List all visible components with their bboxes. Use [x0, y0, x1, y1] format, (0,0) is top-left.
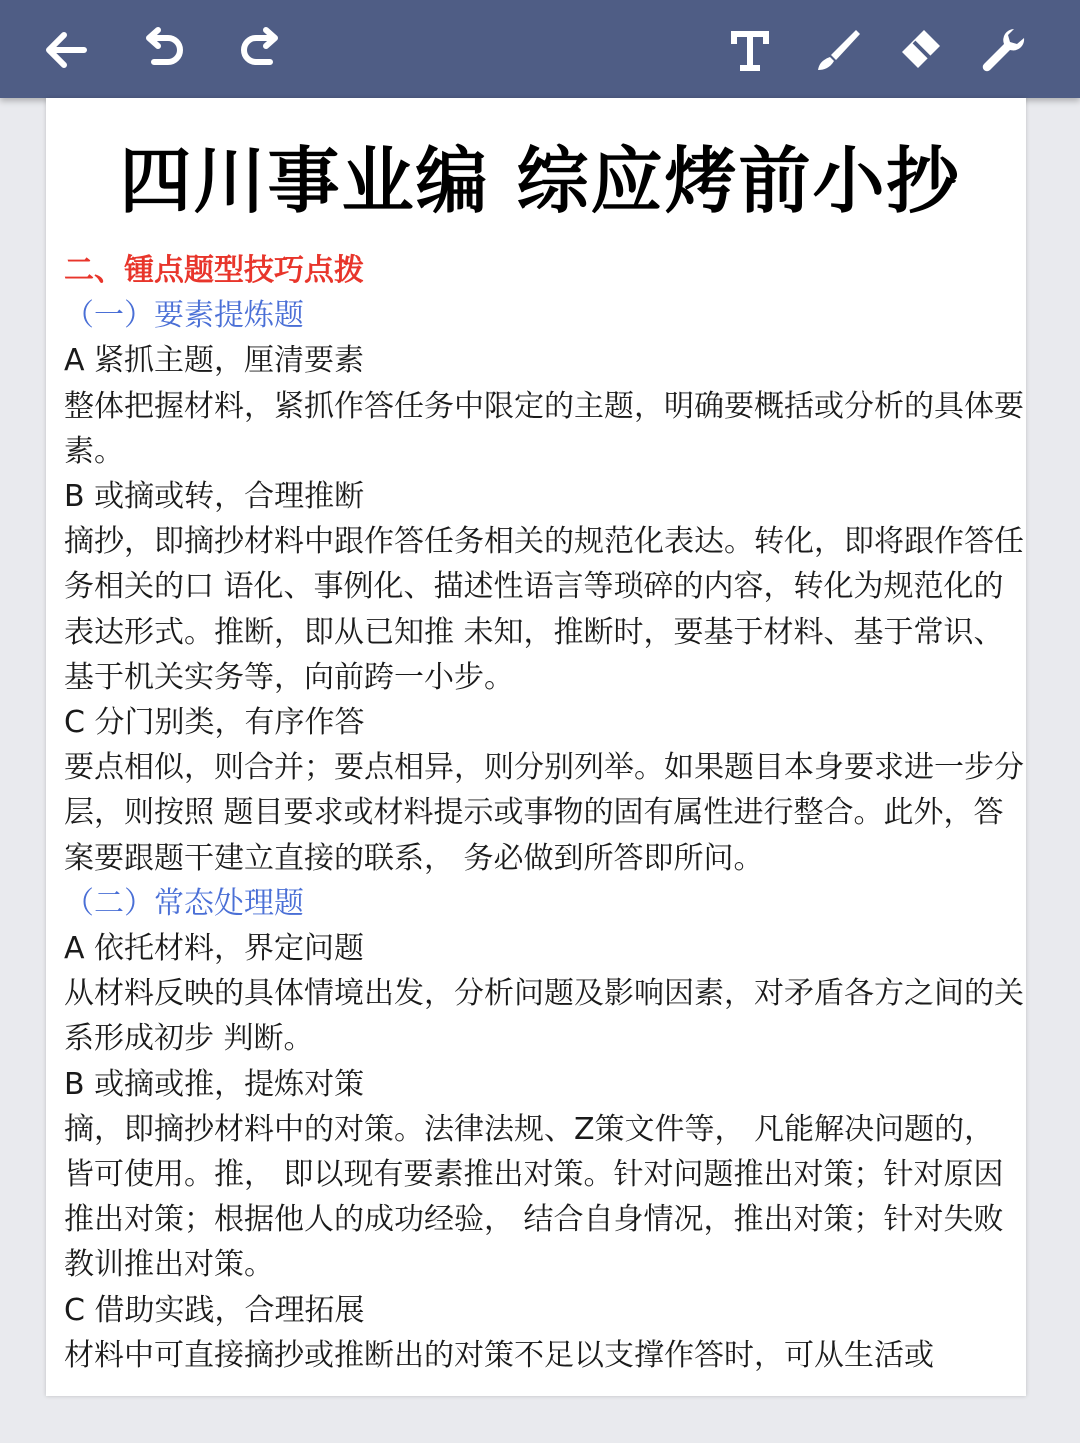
point-text: 摘，即摘抄材料中的对策。法律法规、Z策文件等， 凡能解决问题的，皆可使用。推， 即以现有要素推出对策。针对问题推出对策；针对原因推出对策；根据他人的成功经验， 结合自身情况，推出对策；针对失败教训推出对策。 — [64, 1111, 1004, 1283]
point-title: B 或摘或转，合理推断 — [64, 479, 365, 515]
point-text: 摘抄，即摘抄材料中跟作答任务相关的规范化表达。转化，即将跟作答任务相关的口 语化、事例化、描述性语言等琐碎的内容，转化为规范化的表达形式。推断，即从已知推 未知，推断时，要基于材料、基于常识、基于机关实务等，向前跨一小步。 — [64, 524, 1024, 695]
pen-icon — [812, 24, 864, 76]
point-text: 要点相似，则合并；要点相异，则分别列举。如果题目本身要求进一步分层，则按照 题目要求或材料提示或事物的固有属性进行整合。此外，答案要跟题干建立直接的联系， 务必做到所答即所问。 — [64, 750, 1024, 876]
document-title: 四川事业编 综应烤前小抄 — [119, 139, 961, 223]
point-text: 材料中可直接摘抄或推断出的对策不足以支撑作答时，可从生活或 — [64, 1337, 934, 1373]
point-title: B 或摘或推，提炼对策 — [64, 1066, 365, 1102]
text-tool-icon — [724, 24, 776, 76]
section-heading-main: 二、锺点题型技巧点拨 — [64, 253, 364, 288]
eraser-tool-button[interactable] — [890, 20, 950, 80]
document-body — [64, 248, 1024, 1378]
point-title: A 紧抓主题，厘清要素 — [64, 343, 365, 379]
wrench-icon — [976, 24, 1028, 76]
text-tool-button[interactable] — [720, 20, 780, 80]
undo-button[interactable] — [134, 20, 194, 80]
subsection-heading: （二）常态处理题 — [64, 885, 304, 921]
point-text: 整体把握材料，紧抓作答任务中限定的主题，明确要概括或分析的具体要素。 — [64, 388, 1024, 469]
point-title: C 借助实践，合理拓展 — [64, 1292, 365, 1328]
settings-tool-button[interactable] — [972, 20, 1032, 80]
back-button[interactable] — [36, 20, 96, 80]
pen-tool-button[interactable] — [808, 20, 868, 80]
subsection-heading: （一）要素提炼题 — [64, 298, 304, 334]
eraser-icon — [894, 24, 946, 76]
point-text: 从材料反映的具体情境出发，分析问题及影响因素，对矛盾各方之间的关系形成初步 判断。 — [64, 976, 1024, 1057]
point-title: C 分门别类，有序作答 — [64, 705, 365, 741]
redo-button[interactable] — [230, 20, 290, 80]
toolbar — [0, 0, 1080, 98]
redo-icon — [234, 24, 286, 76]
undo-icon — [138, 24, 190, 76]
point-title: A 依托材料，界定问题 — [64, 931, 365, 967]
back-arrow-icon — [40, 24, 92, 76]
